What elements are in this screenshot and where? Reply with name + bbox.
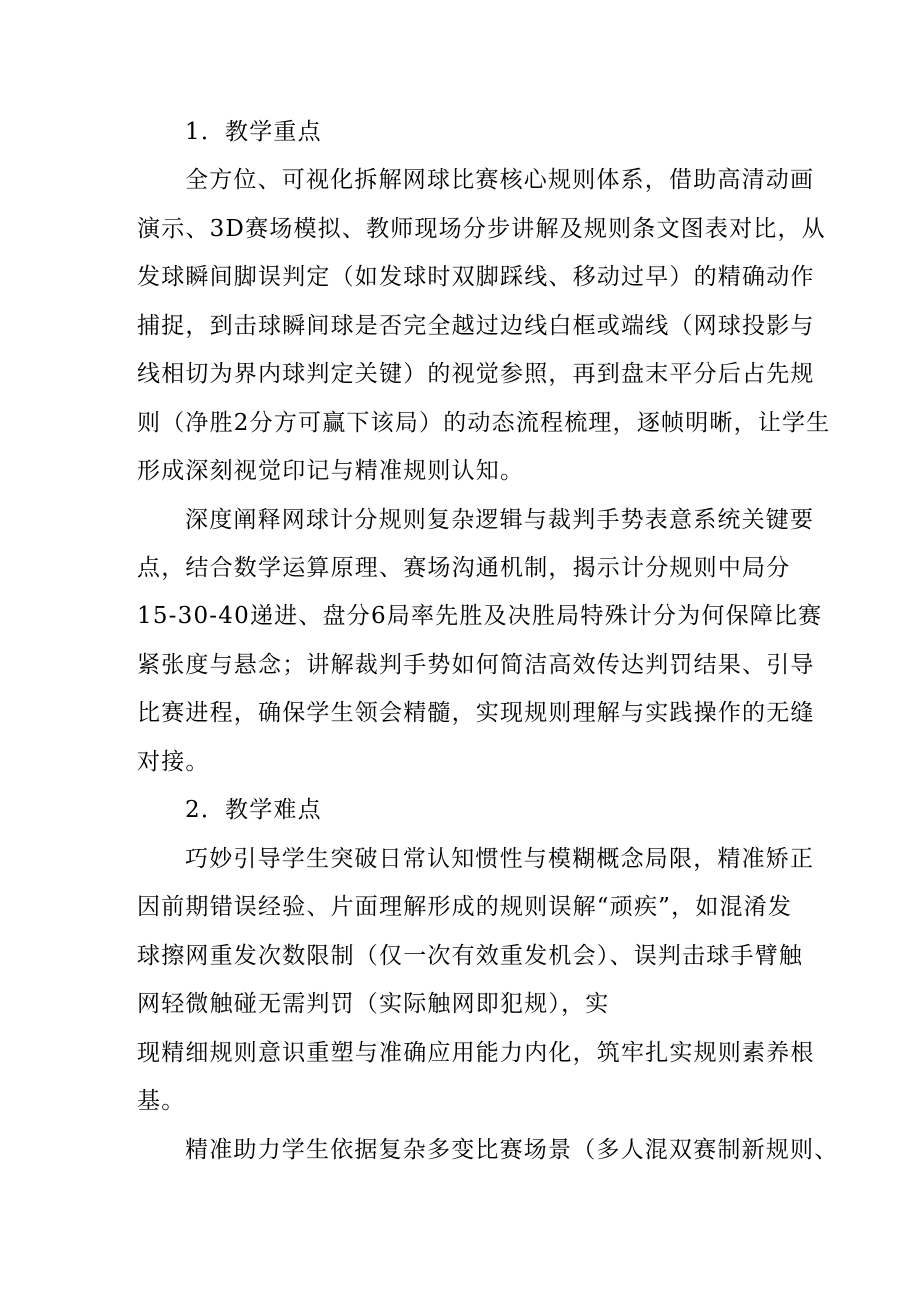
section-heading-teaching-difficulty: 2．教学难点 bbox=[185, 797, 322, 823]
text-line: 紧张度与悬念；讲解裁判手势如何简洁高效传达判罚结果、引导 bbox=[137, 652, 815, 678]
text-line: 则（净胜2分方可赢下该局）的动态流程梳理，逐帧明晰，让学生 bbox=[137, 410, 831, 436]
text-line: 线相切为界内球判定关键）的视觉参照，再到盘末平分后占先规 bbox=[137, 361, 815, 387]
text-line: 精准助力学生依据复杂多变比赛场景（多人混双赛制新规则、 bbox=[185, 1137, 839, 1163]
text-line: 演示、3D赛场模拟、教师现场分步讲解及规则条文图表对比，从 bbox=[137, 216, 826, 242]
text-line: 对接。 bbox=[137, 749, 210, 775]
text-line: 基。 bbox=[137, 1088, 186, 1114]
text-line: 全方位、可视化拆解网球比赛核心规则体系，借助高清动画 bbox=[185, 167, 815, 193]
text-line: 深度阐释网球计分规则复杂逻辑与裁判手势表意系统关键要 bbox=[185, 507, 815, 533]
text-line: 点，结合数学运算原理、赛场沟通机制，揭示计分规则中局分 bbox=[137, 555, 791, 581]
text-line: 发球瞬间脚误判定（如发球时双脚踩线、移动过早）的精确动作 bbox=[137, 264, 815, 290]
text-line: 网轻微触碰无需判罚（实际触网即犯规），实 bbox=[137, 991, 610, 1017]
text-line: 15-30-40递进、盘分6局率先胜及决胜局特殊计分为何保障比赛 bbox=[137, 603, 823, 629]
section-heading-teaching-focus: 1．教学重点 bbox=[185, 119, 322, 145]
text-line: 现精细规则意识重塑与准确应用能力内化，筑牢扎实规则素养根 bbox=[137, 1040, 815, 1066]
text-line: 捕捉，到击球瞬间球是否完全越过边线白框或端线（网球投影与 bbox=[137, 313, 815, 339]
text-line: 巧妙引导学生突破日常认知惯性与模糊概念局限，精准矫正 bbox=[185, 846, 815, 872]
text-line: 因前期错误经验、片面理解形成的规则误解“顽疾”，如混淆发 bbox=[137, 894, 793, 920]
text-line: 形成深刻视觉印记与精准规则认知。 bbox=[137, 458, 525, 484]
text-line: 球擦网重发次数限制（仅一次有效重发机会）、误判击球手臂触 bbox=[137, 943, 804, 969]
text-line: 比赛进程，确保学生领会精髓，实现规则理解与实践操作的无缝 bbox=[137, 700, 815, 726]
